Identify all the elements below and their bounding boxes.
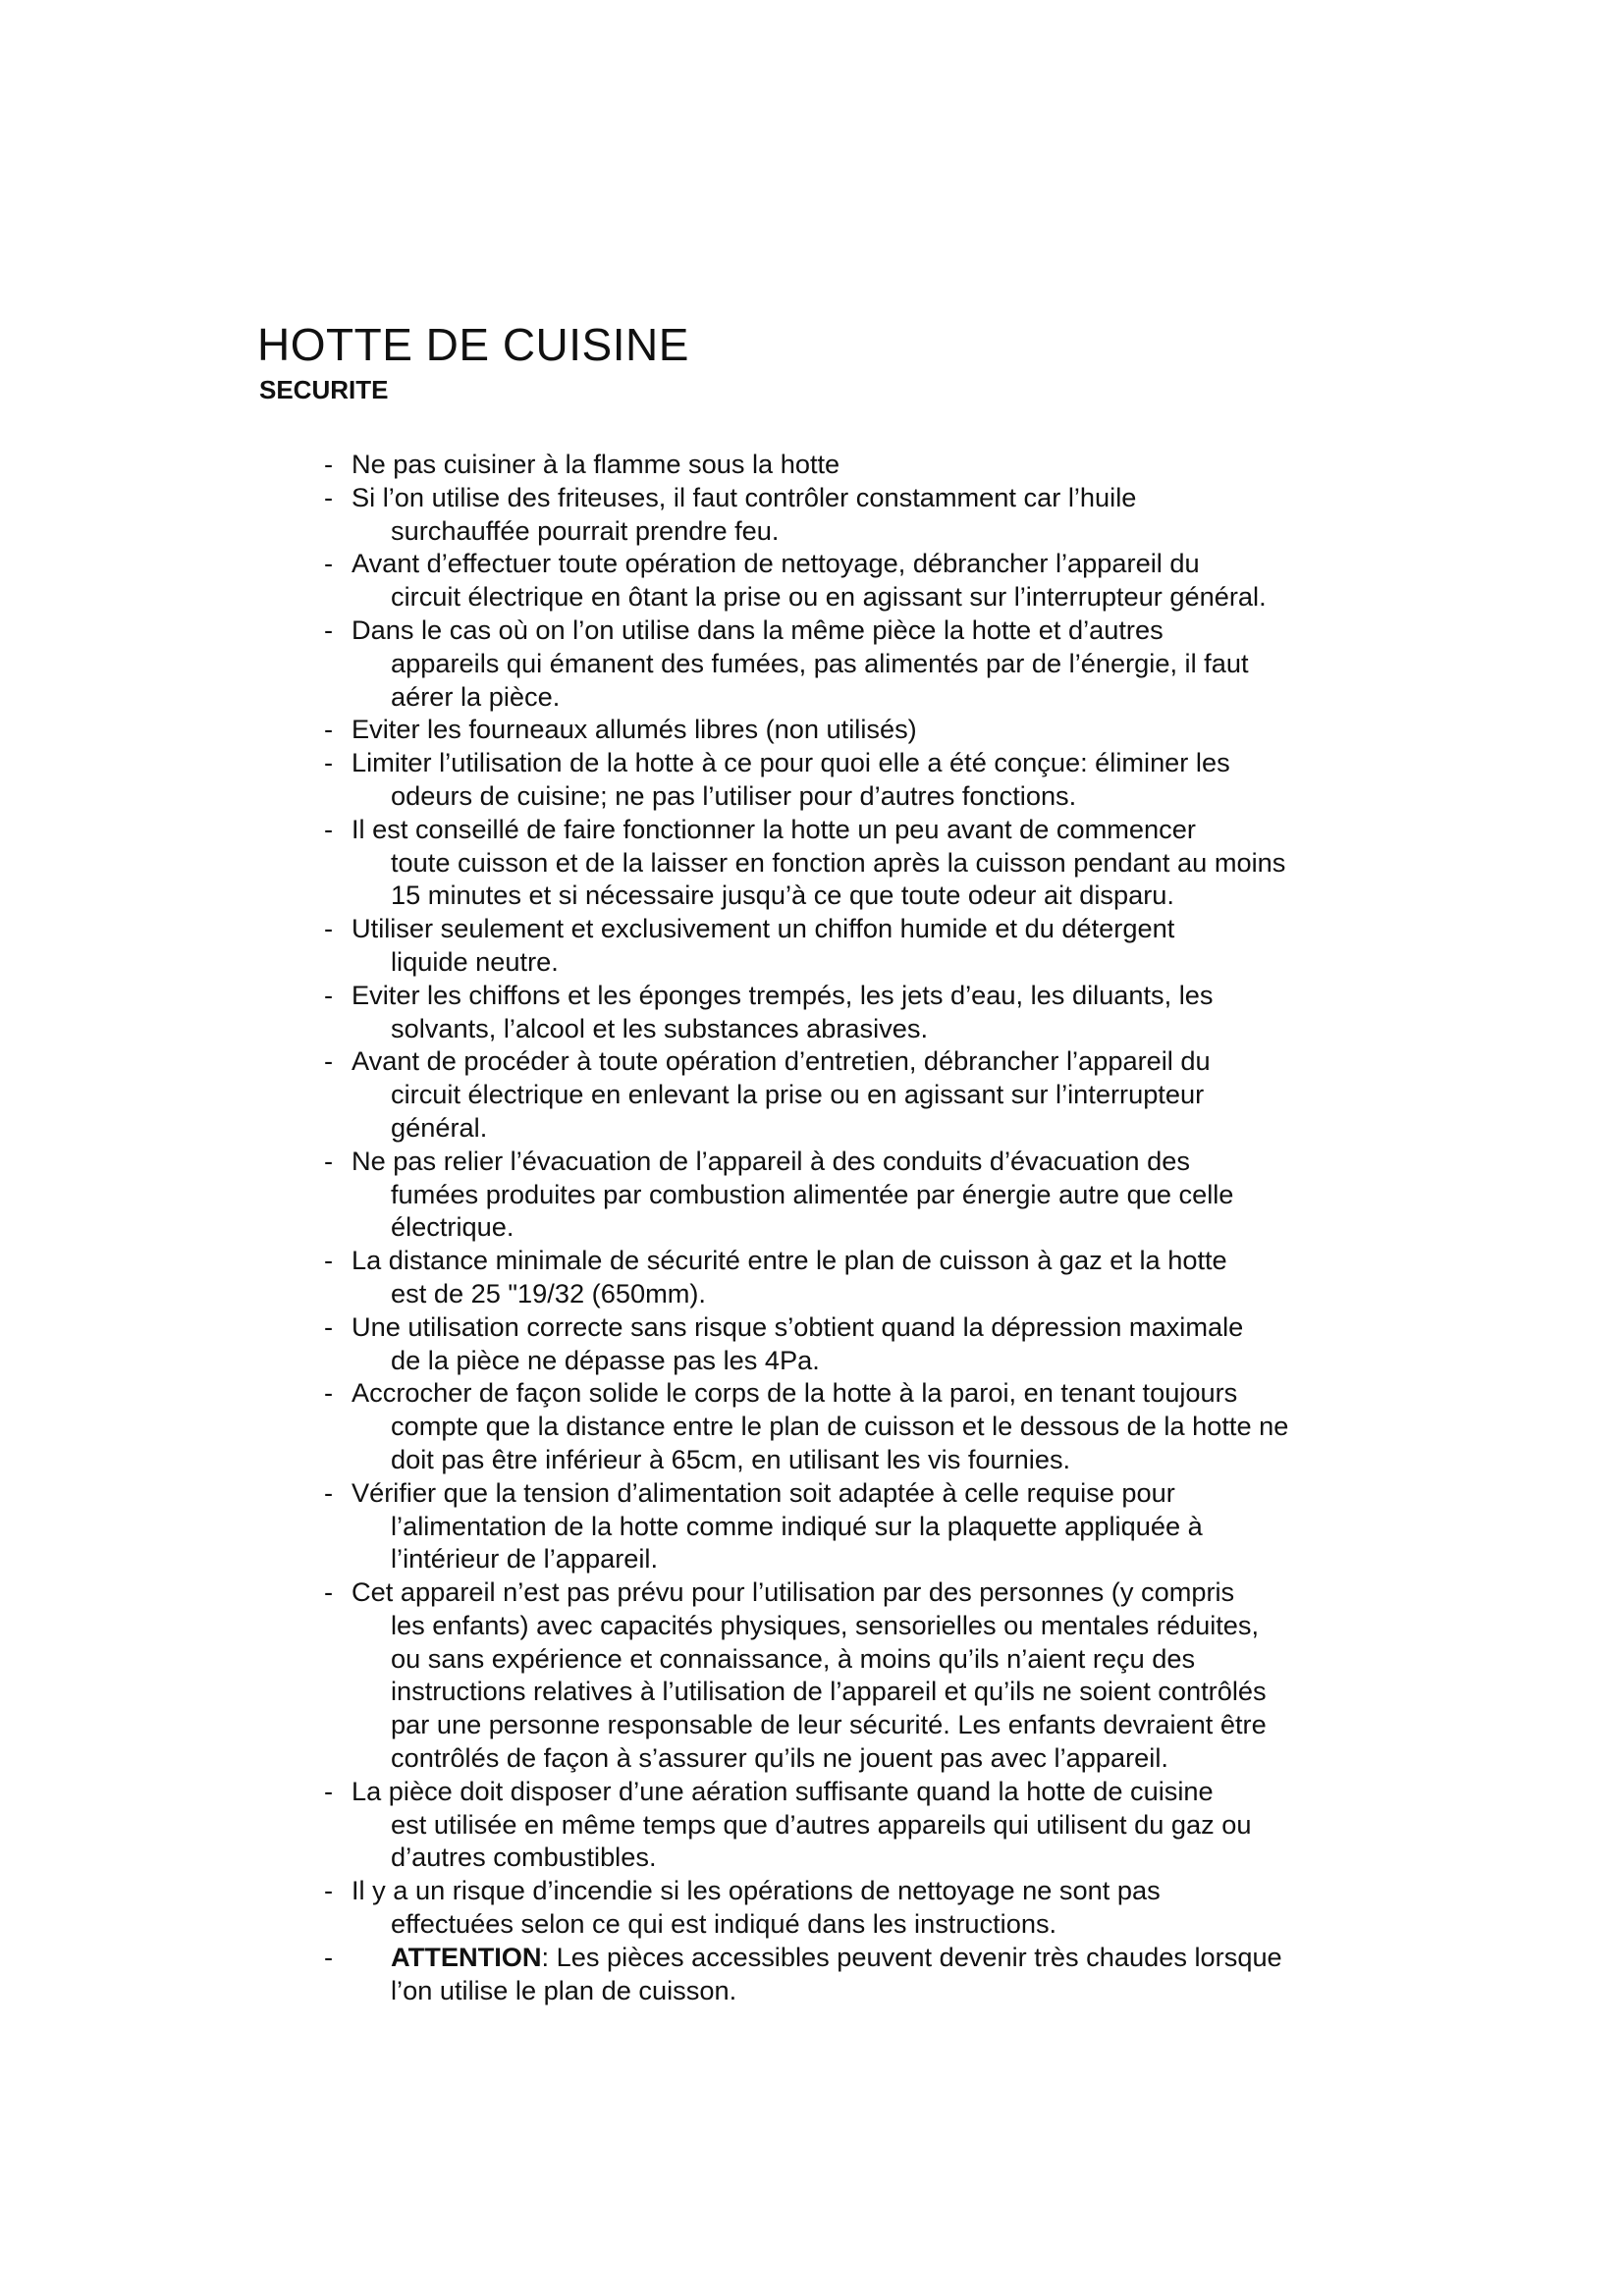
list-item-line: Si l’on utilise des friteuses, il faut contrôler constamment car l’huile — [352, 481, 1137, 512]
list-bullet: - — [324, 1941, 334, 1972]
list-item — [312, 979, 1402, 1045]
list-item-line: est de 25 "19/32 (650mm). — [391, 1277, 706, 1308]
list-bullet: - — [324, 614, 334, 645]
list-item-line: contrôlés de façon à s’assurer qu’ils ne jouent pas avec l’appareil. — [391, 1742, 1168, 1774]
attention-text: : Les pièces accessibles peuvent devenir très chaudes lorsque — [541, 1941, 1282, 1972]
list-item-line: doit pas être inférieur à 65cm, en utilisant les vis fournies. — [391, 1443, 1071, 1474]
list-item — [312, 481, 1402, 548]
list-item-line: Vérifier que la tension d’alimentation soit adaptée à celle requise pour — [352, 1476, 1175, 1508]
list-item-line: Limiter l’utilisation de la hotte à ce pour quoi elle a été conçue: éliminer les — [352, 747, 1230, 778]
list-bullet: - — [324, 449, 334, 479]
list-bullet: - — [324, 1245, 334, 1276]
list-item-line: toute cuisson et de la laisser en fonction après la cuisson pendant au moins — [391, 846, 1286, 878]
list-item-line: les enfants) avec capacités physiques, sensorielles ou mentales réduites, — [391, 1609, 1260, 1640]
list-item-line: aérer la pièce. — [391, 680, 561, 712]
list-item-line: Il y a un risque d’incendie si les opérations de nettoyage ne sont pas — [352, 1875, 1161, 1906]
attention-label: ATTENTION — [391, 1941, 542, 1972]
list-item-line: solvants, l’alcool et les substances abrasives. — [391, 1012, 929, 1043]
list-item-line: instructions relatives à l’utilisation de l’appareil et qu’ils ne soient contrôlés — [391, 1676, 1267, 1707]
list-item-line: Dans le cas où on l’on utilise dans la même pièce la hotte et d’autres — [352, 614, 1164, 645]
list-item-line: Cet appareil n’est pas prévu pour l’utilisation par des personnes (y compris — [352, 1576, 1235, 1608]
safety-instructions-list — [312, 448, 1402, 2006]
list-bullet: - — [324, 714, 334, 745]
list-bullet: - — [324, 813, 334, 844]
list-item — [312, 1775, 1402, 1874]
attention-line — [391, 1941, 1402, 1974]
list-item-line: surchauffée pourrait prendre feu. — [391, 514, 780, 546]
list-item-line: l’intérieur de l’appareil. — [391, 1543, 659, 1575]
list-item — [312, 1376, 1402, 1475]
list-bullet: - — [324, 1775, 334, 1806]
list-item-line: Avant de procéder à toute opération d’entretien, débrancher l’appareil du — [352, 1045, 1211, 1077]
list-item-line: La distance minimale de sécurité entre le plan de cuisson à gaz et la hotte — [352, 1245, 1227, 1276]
list-item — [312, 1310, 1402, 1377]
list-item-line: électrique. — [391, 1211, 514, 1243]
list-item-line: La pièce doit disposer d’une aération suffisante quand la hotte de cuisine — [352, 1775, 1214, 1806]
list-item — [312, 746, 1402, 813]
list-item-line: de la pièce ne dépasse pas les 4Pa. — [391, 1344, 820, 1375]
list-item-line: fumées produites par combustion alimentée par énergie autre que celle — [391, 1178, 1234, 1209]
list-item-line: odeurs de cuisine; ne pas l’utiliser pour d’autres fonctions. — [391, 779, 1077, 811]
list-item-line: général. — [391, 1111, 488, 1143]
list-item-line: l’alimentation de la hotte comme indiqué sur la plaquette appliquée à — [391, 1510, 1203, 1541]
list-item-line: d’autres combustibles. — [391, 1842, 657, 1873]
list-item — [312, 1044, 1402, 1144]
list-bullet: - — [324, 1310, 334, 1342]
attention-line-2: l’on utilise le plan de cuisson. — [391, 1974, 737, 2005]
list-item-line: 15 minutes et si nécessaire jusqu’à ce que toute odeur ait disparu. — [391, 880, 1174, 911]
list-bullet: - — [324, 1045, 334, 1077]
list-item — [312, 448, 1402, 481]
list-item-line: Une utilisation correcte sans risque s’obtient quand la dépression maximale — [352, 1310, 1244, 1342]
list-bullet: - — [324, 913, 334, 944]
list-item-line: par une personne responsable de leur sécurité. Les enfants devraient être — [391, 1709, 1267, 1740]
list-item-line: circuit électrique en enlevant la prise ou en agissant sur l’interrupteur — [391, 1079, 1205, 1110]
list-item — [312, 1476, 1402, 1575]
list-bullet: - — [324, 548, 334, 579]
list-item — [312, 1575, 1402, 1775]
attention-item — [312, 1941, 1402, 2007]
list-item-line: effectuées selon ce qui est indiqué dans les instructions. — [391, 1908, 1057, 1940]
list-item — [312, 912, 1402, 979]
list-item-line: est utilisée en même temps que d’autres appareils qui utilisent du gaz ou — [391, 1808, 1252, 1840]
list-item — [312, 813, 1402, 912]
list-bullet: - — [324, 1476, 334, 1508]
list-bullet: - — [324, 1377, 334, 1409]
list-item-line: Ne pas relier l’évacuation de l’appareil à des conduits d’évacuation des — [352, 1145, 1190, 1176]
list-item-line: compte que la distance entre le plan de cuisson et le dessous de la hotte ne — [391, 1411, 1289, 1442]
list-item-line: Utiliser seulement et exclusivement un chiffon humide et du détergent — [352, 913, 1175, 944]
list-item-line: Il est conseillé de faire fonctionner la hotte un peu avant de commencer — [352, 813, 1196, 844]
list-item-line: appareils qui émanent des fumées, pas alimentés par de l’énergie, il faut — [391, 647, 1249, 678]
section-heading: SECURITE — [259, 375, 389, 404]
list-item-line: Eviter les chiffons et les éponges trempés, les jets d’eau, les diluants, les — [352, 979, 1214, 1010]
document-title: HOTTE DE CUISINE — [257, 319, 689, 370]
list-item — [312, 547, 1402, 614]
list-bullet: - — [324, 1875, 334, 1906]
list-item-line: circuit électrique en ôtant la prise ou en agissant sur l’interrupteur général. — [391, 581, 1267, 613]
list-item — [312, 713, 1402, 746]
list-item-line: Avant d’effectuer toute opération de nettoyage, débrancher l’appareil du — [352, 548, 1200, 579]
list-item-line: ou sans expérience et connaissance, à moins qu’ils n’aient reçu des — [391, 1642, 1196, 1674]
list-item-line: Accrocher de façon solide le corps de la hotte à la paroi, en tenant toujours — [352, 1377, 1238, 1409]
list-item — [312, 1244, 1402, 1310]
list-item-line: liquide neutre. — [391, 945, 559, 977]
list-item — [312, 1874, 1402, 1941]
list-item — [312, 1145, 1402, 1244]
list-bullet: - — [324, 1576, 334, 1608]
list-item-line: Eviter les fourneaux allumés libres (non utilisés) — [352, 714, 917, 745]
list-bullet: - — [324, 747, 334, 778]
list-item — [312, 614, 1402, 713]
list-item-line: Ne pas cuisiner à la flamme sous la hotte — [352, 449, 840, 479]
list-bullet: - — [324, 1145, 334, 1176]
list-bullet: - — [324, 481, 334, 512]
list-bullet: - — [324, 979, 334, 1010]
